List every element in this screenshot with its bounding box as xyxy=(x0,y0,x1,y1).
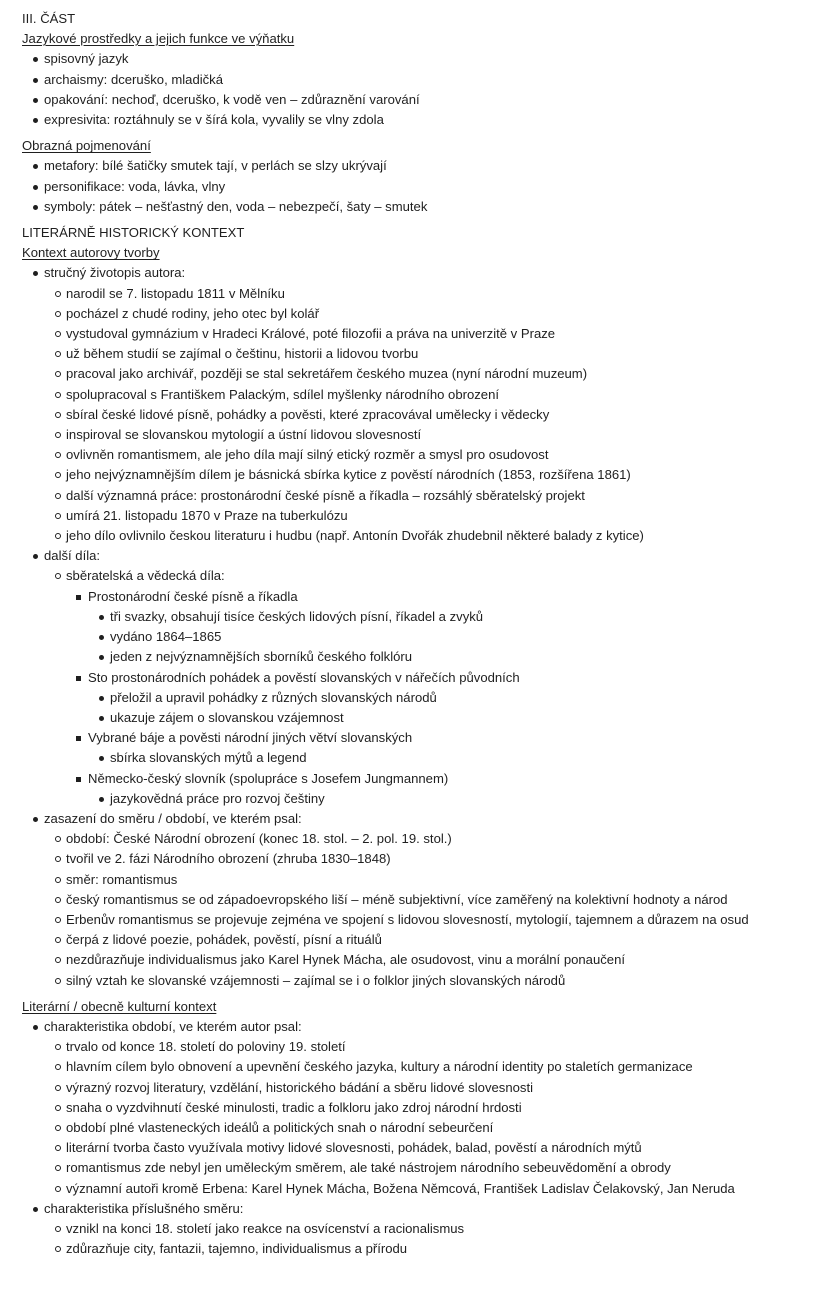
part-title: III. ČÁST xyxy=(22,11,76,26)
list-item: archaismy: dceruško, mladičká xyxy=(44,71,224,87)
list-language-means xyxy=(22,49,828,130)
list-item: Erbenův romantismus se projevuje zejména ve spojení s lidovou slovesností, mytologií, tajemnem a důrazem na osud xyxy=(66,911,749,927)
list-item: personifikace: voda, lávka, vlny xyxy=(44,178,226,194)
list-cultural-context xyxy=(22,1017,828,1259)
list-item: metafory: bílé šatičky smutek tají, v perlách se slzy ukrývají xyxy=(44,158,387,174)
list-item: narodil se 7. listopadu 1811 v Mělníku xyxy=(66,285,285,301)
list-item: ovlivněn romantismem, ale jeho díla mají silný etický rozměr a smysl pro osudovost xyxy=(66,447,549,463)
list-item: výrazný rozvoj literatury, vzdělání, historického bádání a sběru lidové slovesnosti xyxy=(66,1079,533,1095)
list-item: jazykovědná práce pro rozvoj češtiny xyxy=(110,790,325,806)
list-item: sbíral české lidové písně, pohádky a pověsti, které zpracovával umělecky i vědecky xyxy=(66,406,550,422)
list-item: charakteristika příslušného směru: xyxy=(44,1200,244,1216)
list-item: směr: romantismus xyxy=(66,871,178,887)
list-item: jeden z nejvýznamnějších sborníků českého folklóru xyxy=(110,649,413,665)
section-heading-figurative: Obrazná pojmenování xyxy=(22,138,151,154)
section-heading-cultural-context: Literární / obecně kulturní kontext xyxy=(22,998,217,1014)
list-item: spisovný jazyk xyxy=(44,51,129,67)
list-item: nezdůrazňuje individualismus jako Karel Hynek Mácha, ale osudovost, vinu a morální ponaučení xyxy=(66,952,625,968)
list-item: zasazení do směru / období, ve kterém psal: xyxy=(44,810,302,826)
list-item: symboly: pátek – nešťastný den, voda – nebezpečí, šaty – smutek xyxy=(44,198,428,214)
list-item: pocházel z chudé rodiny, jeho otec byl kolář xyxy=(66,305,320,321)
list-item: romantismus zde nebyl jen uměleckým směrem, ale také nástrojem národního sebeuvědomění a obrody xyxy=(66,1160,671,1176)
list-item: tři svazky, obsahují tisíce českých lidových písní, říkadel a zvyků xyxy=(110,608,484,624)
literary-context-title: LITERÁRNĚ HISTORICKÝ KONTEXT xyxy=(22,225,245,241)
list-item: přeložil a upravil pohádky z různých slovanských národů xyxy=(110,689,437,705)
list-item: zdůrazňuje city, fantazii, tajemno, individualismus a přírodu xyxy=(66,1241,408,1257)
section-heading-author-context: Kontext autorovy tvorby xyxy=(22,245,160,261)
list-item: ukazuje zájem o slovanskou vzájemnost xyxy=(110,709,344,725)
list-item: literární tvorba často využívala motivy lidové slovesnosti, pohádek, balad, pověstí a národních mýtů xyxy=(66,1140,642,1156)
list-item: umírá 21. listopadu 1870 v Praze na tuberkulózu xyxy=(66,507,348,523)
list-item: opakování: nechoď, dceruško, k vodě ven – zdůraznění varování xyxy=(44,91,420,107)
list-figurative xyxy=(22,156,828,217)
list-item: trvalo od konce 18. století do poloviny 19. století xyxy=(66,1039,346,1055)
list-item: Německo-český slovník (spolupráce s Josefem Jungmannem) xyxy=(88,770,449,786)
list-item: už během studií se zajímal o češtinu, historii a lidovou tvorbu xyxy=(66,346,419,362)
list-item: jeho dílo ovlivnilo českou literaturu i hudbu (např. Antonín Dvořák zhudebnil některé balady z kytice) xyxy=(66,528,644,544)
list-item: Prostonárodní české písně a říkadla xyxy=(88,588,298,604)
list-item: pracoval jako archivář, později se stal sekretářem českého muzea (nyní národní muzeum) xyxy=(66,366,588,382)
list-item: období plné vlasteneckých ideálů a politických snah o národní sebeurčení xyxy=(66,1119,494,1135)
section-heading-language-means: Jazykové prostředky a jejich funkce ve výňatku xyxy=(22,31,295,47)
list-item: silný vztah ke slovanské vzájemnosti – zajímal se i o folklor jiných slovanských národů xyxy=(66,972,566,988)
list-item: inspiroval se slovanskou mytologií a ústní lidovou slovesností xyxy=(66,427,422,443)
list-item: jeho nejvýznamnějším dílem je básnická sbírka kytice z pověstí národních (1853, rozšířena 1861) xyxy=(66,467,631,483)
list-item: vydáno 1864–1865 xyxy=(110,629,222,645)
list-item: spolupracoval s Františkem Palackým, sdílel myšlenky národního obrození xyxy=(66,386,500,402)
list-item: tvořil ve 2. fázi Národního obrození (zhruba 1830–1848) xyxy=(66,851,391,867)
list-item: expresivita: roztáhnuly se v šírá kola, vyvalily se vlny zdola xyxy=(44,112,384,128)
list-item: sběratelská a vědecká díla: xyxy=(66,568,225,584)
list-item: další významná práce: prostonárodní české písně a říkadla – rozsáhlý sběratelský projekt xyxy=(66,487,585,503)
list-item: hlavním cílem bylo obnovení a upevnění českého jazyka, kultury a národní identity po staletích germanizace xyxy=(66,1059,693,1075)
list-item: stručný životopis autora: xyxy=(44,265,186,281)
list-item: charakteristika období, ve kterém autor psal: xyxy=(44,1018,302,1034)
list-item: další díla: xyxy=(44,548,101,564)
list-item: Vybrané báje a pověsti národní jiných větví slovanských xyxy=(88,730,413,746)
list-item: významní autoři kromě Erbena: Karel Hynek Mácha, Božena Němcová, František Ladislav Čelakovský, Jan Neruda xyxy=(66,1180,735,1196)
list-item: sbírka slovanských mýtů a legend xyxy=(110,750,307,766)
list-item: český romantismus se od západoevropského liší – méně subjektivní, více zaměřený na kolektivní hodnoty a národ xyxy=(66,891,728,907)
list-item: čerpá z lidové poezie, pohádek, pověstí, písní a rituálů xyxy=(66,932,382,948)
list-item: vznikl na konci 18. století jako reakce na osvícenství a racionalismus xyxy=(66,1220,465,1236)
list-item: snaha o vyzdvihnutí české minulosti, tradic a folkloru jako zdroj národní hrdosti xyxy=(66,1099,522,1115)
list-item: vystudoval gymnázium v Hradeci Králové, poté filozofii a práva na univerzitě v Praze xyxy=(66,326,556,342)
list-item: Sto prostonárodních pohádek a pověstí slovanských v nářečích původních xyxy=(88,669,520,685)
list-author-context xyxy=(22,263,828,990)
list-item: období: České Národní obrození (konec 18. stol. – 2. pol. 19. stol.) xyxy=(66,831,452,847)
